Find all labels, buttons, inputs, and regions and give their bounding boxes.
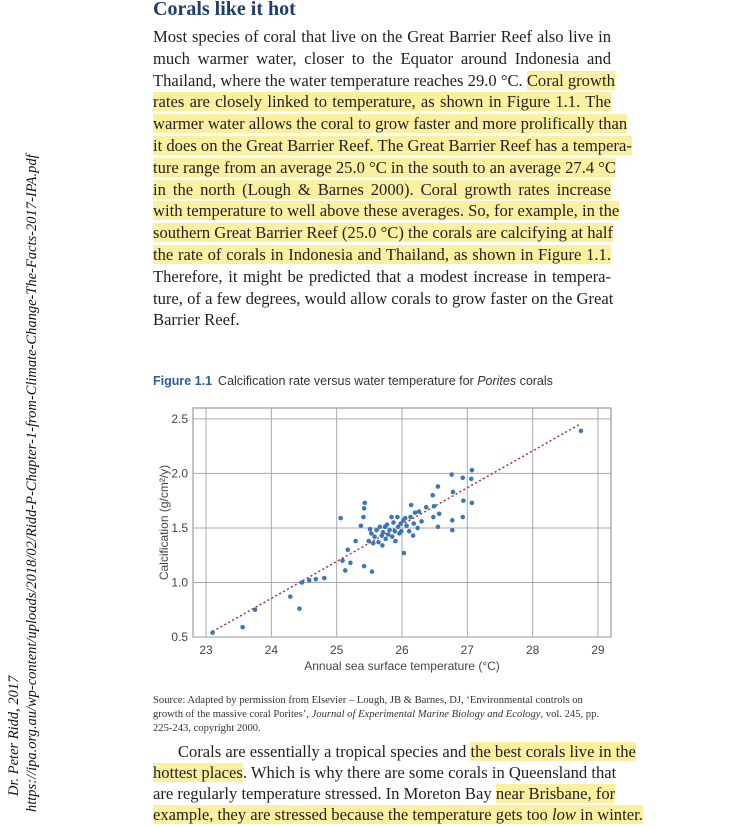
text-line: [153, 288, 614, 310]
data-point: [470, 468, 475, 473]
text-line: [153, 783, 616, 804]
source-text: Source: Adapted by permission from Elsevier – Lough, JB & Barnes, DJ, ‘Environmental controls on growth of the massive coral Porites’,: [153, 695, 583, 720]
text: Corals are essentially a tropical species and: [153, 742, 471, 761]
text: Most species of coral that live on the Great Barrier Reef also live in: [153, 27, 611, 46]
data-point: [469, 477, 474, 482]
highlighted-text: with temperature to well above these averages. So, for example, in the: [153, 201, 620, 221]
y-tick-label: 2.5: [171, 411, 188, 426]
data-point: [437, 511, 442, 516]
data-point: [322, 576, 327, 581]
data-point: [404, 523, 409, 528]
highlighted-text: southern Great Barrier Reef (25.0 °C) the corals are calcifying at half: [153, 223, 613, 243]
citation-author: Dr. Peter Ridd, 2017: [6, 675, 22, 796]
data-point: [381, 530, 386, 535]
text-line: [153, 804, 643, 825]
data-point: [389, 515, 394, 520]
section-heading: Corals like it hot: [153, 0, 296, 20]
data-point: [411, 521, 416, 526]
text-line: [153, 26, 611, 48]
data-point: [345, 547, 350, 552]
text-line: [153, 222, 611, 244]
text: much warmer water, closer to the Equator around Indonesia and: [153, 48, 611, 68]
data-point: [359, 523, 364, 528]
figure-caption: Calcification rate versus water temperature for: [218, 374, 478, 388]
text-line: [153, 70, 615, 92]
data-point: [450, 518, 455, 523]
data-point: [579, 429, 584, 434]
data-point: [432, 504, 437, 509]
data-point: [371, 541, 376, 546]
data-point: [399, 529, 404, 534]
data-point: [300, 580, 305, 585]
data-point: [368, 527, 373, 532]
text-line: [153, 179, 611, 201]
highlighted-text: hottest places: [153, 763, 243, 782]
y-tick-label: 1.0: [171, 575, 188, 590]
figure-label: Figure 1.1: [153, 374, 213, 388]
x-tick-label: 23: [199, 643, 213, 657]
data-point: [313, 577, 318, 582]
text-line: [153, 762, 617, 783]
highlighted-text: the rate of corals in Indonesia and Thailand, as shown in Figure 1.1.: [153, 244, 611, 264]
data-point: [411, 533, 416, 538]
data-point: [419, 519, 424, 524]
highlighted-text: the best corals live in the: [470, 742, 636, 761]
paragraph-2: [153, 741, 643, 825]
data-point: [391, 520, 396, 525]
text: ture, of a few degrees, would allow corals to grow faster on the Great: [153, 288, 614, 308]
x-tick-label: 28: [525, 643, 540, 657]
source-text-end: , vol. 245, pp. 225-243, copyright 2000.: [153, 709, 600, 734]
y-tick-label: 1.5: [171, 520, 188, 535]
figure-caption-italic: Porites: [477, 374, 517, 388]
data-point: [393, 529, 398, 534]
data-point: [374, 528, 379, 533]
data-point: [366, 539, 371, 544]
data-point: [362, 501, 367, 506]
data-point: [470, 501, 475, 506]
data-point: [451, 490, 456, 495]
data-point: [461, 498, 466, 503]
figure-caption-end: corals: [516, 374, 553, 388]
text-line: [153, 135, 632, 157]
data-point: [409, 503, 414, 508]
text-line: [153, 91, 611, 113]
highlighted-text: warmer water allows the coral to grow faster and more prolifically than: [153, 114, 628, 134]
data-point: [403, 516, 408, 521]
text-line: [153, 266, 611, 288]
text-line: [153, 157, 616, 179]
text-line: [153, 309, 611, 331]
source-journal: Journal of Experimental Marine Biology and Ecology: [311, 709, 541, 720]
data-point: [338, 516, 343, 521]
highlighted-text: rates are closely linked to temperature, as shown in Figure 1.1. The: [153, 92, 611, 112]
data-point: [370, 569, 375, 574]
data-point: [380, 543, 385, 548]
data-point: [362, 564, 367, 569]
data-point: [240, 625, 245, 630]
data-point: [376, 540, 381, 545]
text: are regularly temperature stressed. In Moreton Bay: [153, 784, 496, 803]
x-tick-label: 29: [591, 643, 605, 657]
data-point: [449, 472, 454, 477]
data-point: [395, 515, 400, 520]
text-line: [153, 113, 628, 135]
data-point: [372, 534, 377, 539]
text: . Which is why there are some corals in Queensland that: [242, 763, 617, 782]
data-point: [307, 578, 312, 583]
data-point: [393, 539, 398, 544]
scatter-chart: [150, 370, 620, 680]
data-point: [407, 529, 412, 534]
data-point: [253, 607, 258, 612]
text: Barrier Reef.: [153, 310, 240, 330]
data-point: [362, 506, 367, 511]
x-tick-label: 27: [460, 643, 474, 657]
y-axis-label: Calcification (g/cm²/y): [157, 464, 171, 581]
data-point: [387, 528, 392, 533]
text: Thailand, where the water temperature reaches 29.0 °C.: [153, 70, 527, 90]
data-point: [361, 515, 366, 520]
x-tick-label: 24: [264, 643, 279, 657]
data-point: [369, 531, 374, 536]
data-point: [390, 534, 395, 539]
data-point: [210, 630, 215, 635]
highlighted-text: in winter.: [576, 805, 643, 824]
data-point: [415, 526, 420, 531]
y-tick-label: 0.5: [171, 630, 188, 644]
highlighted-text: Coral growth: [526, 70, 615, 90]
text-line: [153, 200, 620, 222]
data-point: [460, 475, 465, 480]
data-point: [424, 505, 429, 510]
figure-source: [153, 694, 611, 736]
data-point: [377, 525, 382, 530]
text-line: [153, 244, 611, 266]
data-point: [343, 568, 348, 573]
data-point: [288, 594, 293, 599]
data-point: [297, 606, 302, 611]
data-point: [348, 561, 353, 566]
highlighted-text: in the north (Lough & Barnes 2000). Coral growth rates increase: [153, 179, 611, 199]
data-point: [383, 537, 388, 542]
highlighted-text: ture range from an average 25.0 °C in the south to an average 27.4 °C: [153, 157, 616, 177]
highlighted-text: example, they are stressed because the temperature gets too: [153, 805, 553, 824]
data-point: [413, 510, 418, 515]
data-point: [450, 528, 455, 533]
highlighted-text: near Brisbane, for: [495, 784, 616, 803]
citation-url: https://ipa.org.au/wp-content/uploads/2018/02/Ridd-P-Chapter-1-from-Climate-Change-The-Facts-2017-IPA.pdf: [24, 154, 40, 812]
data-point: [402, 551, 407, 556]
data-point: [436, 484, 441, 489]
data-point: [408, 515, 413, 520]
data-point: [353, 539, 358, 544]
y-tick-label: 2.0: [171, 466, 188, 481]
text: Therefore, it might be predicted that a modest increase in tempera-: [153, 266, 611, 286]
highlighted-text: it does on the Great Barrier Reef. The Great Barrier Reef has a tempera-: [153, 135, 632, 155]
data-point: [460, 515, 465, 520]
x-axis-label: Annual sea surface temperature (°C): [304, 659, 500, 673]
text-line: [153, 48, 611, 70]
x-tick-label: 25: [330, 643, 344, 657]
data-point: [386, 532, 391, 537]
text-line: [153, 741, 636, 762]
paragraph-1: [153, 26, 632, 331]
data-point: [430, 493, 435, 498]
data-point: [385, 522, 390, 527]
data-point: [436, 525, 441, 530]
data-point: [417, 509, 422, 514]
data-point: [340, 558, 345, 563]
side-citation: [0, 0, 60, 827]
data-point: [431, 515, 436, 520]
x-tick-label: 26: [395, 643, 409, 657]
highlighted-text: low: [552, 805, 576, 824]
